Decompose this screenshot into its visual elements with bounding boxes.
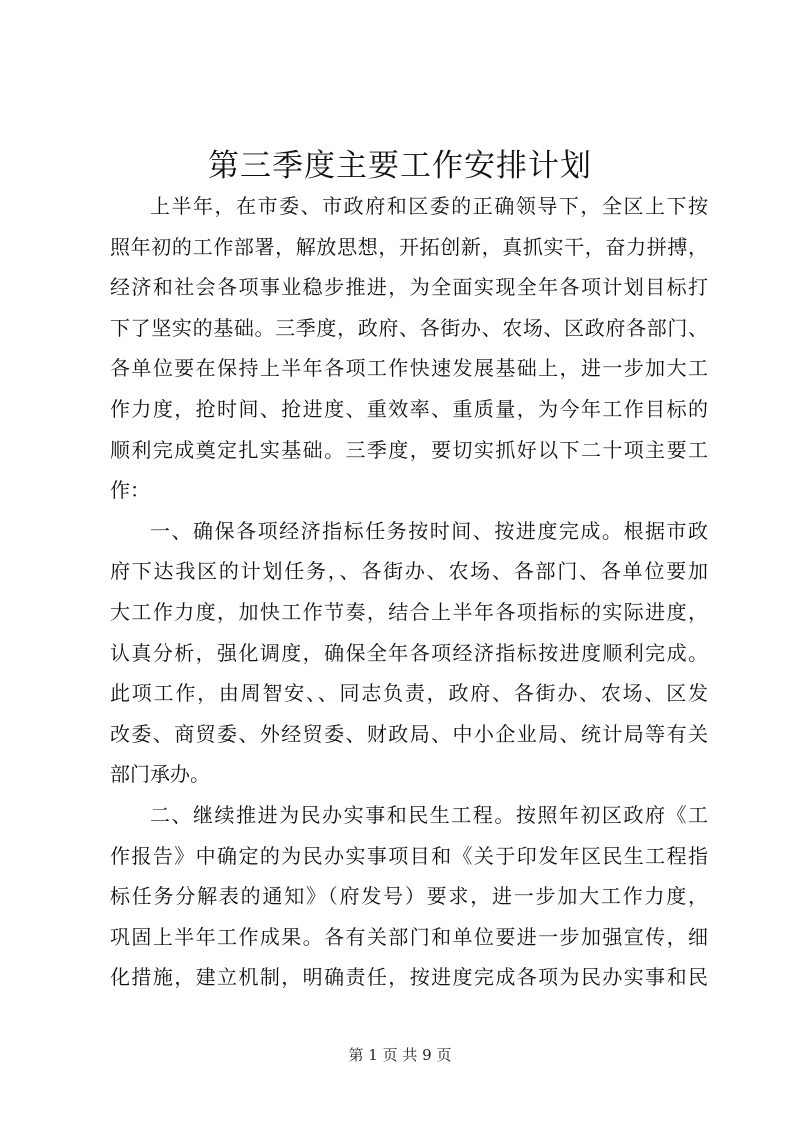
text-line: 此项工作，由周智安、、同志负责，政府、各街办、农场、区发 [110, 681, 708, 706]
text-line: 顺利完成奠定扎实基础。三季度，要切实抓好以下二十项主要工 [110, 437, 708, 462]
text-line: 二、继续推进为民办实事和民生工程。按照年初区政府《工 [150, 802, 708, 827]
paragraph-2 [110, 511, 708, 795]
text-line: 照年初的工作部署，解放思想，开拓创新，真抓实干，奋力拼搏， [110, 234, 708, 259]
document-body [110, 186, 708, 998]
text-line: 部门承办。 [110, 762, 210, 787]
text-line: 化措施，建立机制，明确责任，按进度完成各项为民办实事和民 [110, 965, 708, 990]
page-footer: 第 1 页 共 9 页 [348, 1046, 452, 1064]
text-line: 认真分析，强化调度，确保全年各项经济指标按进度顺利完成。 [110, 640, 708, 665]
text-line: 作报告》中确定的为民办实事项目和《关于印发年区民生工程指 [110, 843, 708, 868]
text-line: 巩固上半年工作成果。各有关部门和单位要进一步加强宣传，细 [110, 924, 708, 949]
text-line: 上半年，在市委、市政府和区委的正确领导下，全区上下按 [150, 194, 708, 218]
text-line: 标任务分解表的通知》（府发号）要求，进一步加大工作力度， [110, 884, 708, 909]
text-line: 各单位要在保持上半年各项工作快速发展基础上，进一步加大工 [110, 356, 708, 381]
text-line: 作： [110, 478, 150, 503]
text-line: 作力度，抢时间、抢进度、重效率、重质量，为今年工作目标的 [110, 396, 708, 421]
text-line: 府下达我区的计划任务，、各街办、农场、各部门、各单位要加 [110, 559, 708, 584]
paragraph-1 [110, 186, 708, 511]
document-title: 第三季度主要工作安排计划 [208, 148, 592, 184]
text-line: 一、确保各项经济指标任务按时间、按进度完成。根据市政 [150, 518, 708, 543]
text-line: 大工作力度，加快工作节奏，结合上半年各项指标的实际进度， [110, 599, 708, 624]
paragraph-3 [110, 795, 708, 998]
text-line: 经济和社会各项事业稳步推进，为全面实现全年各项计划目标打 [110, 275, 708, 300]
text-line: 改委、商贸委、外经贸委、财政局、中小企业局、统计局等有关 [110, 721, 708, 746]
text-line: 下了坚实的基础。三季度，政府、各街办、农场、区政府各部门、 [110, 315, 708, 340]
